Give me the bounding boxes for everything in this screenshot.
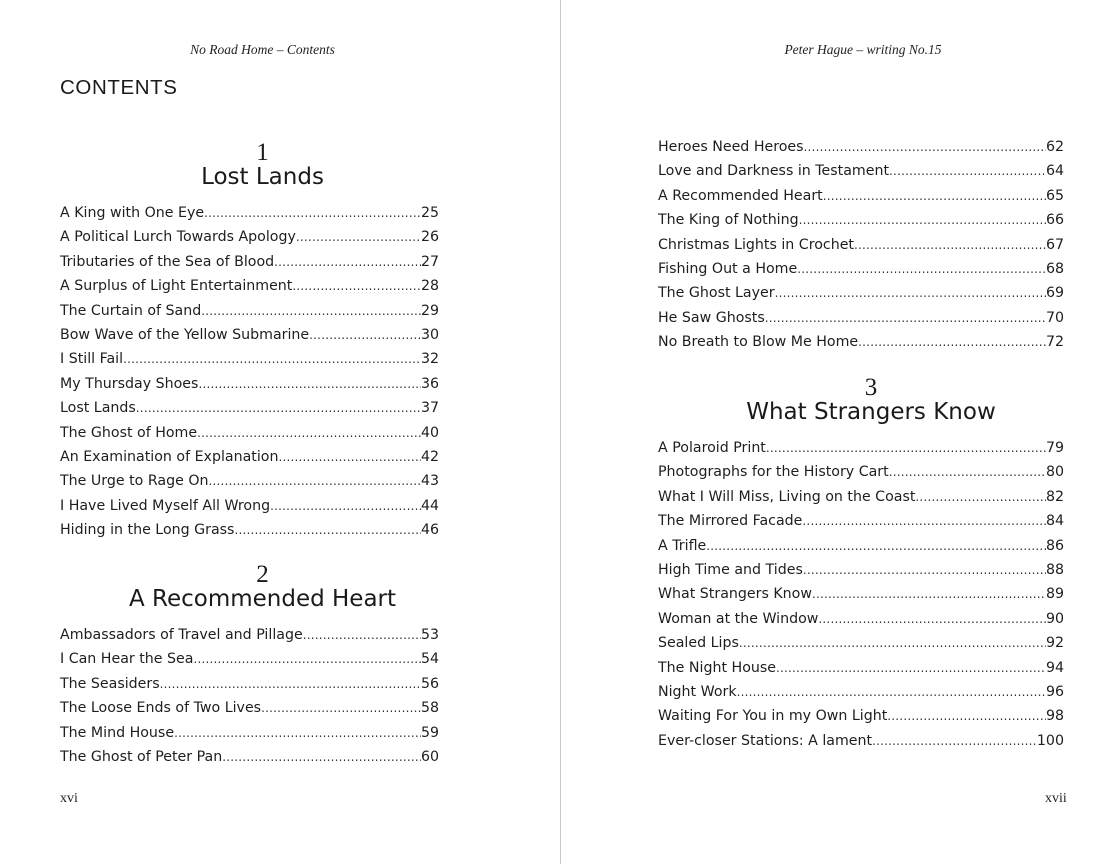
toc-entry[interactable] xyxy=(658,680,1064,704)
toc-entry-page: 84 xyxy=(1045,513,1064,530)
toc-entry[interactable] xyxy=(60,494,439,518)
toc-entry-title: Sealed Lips xyxy=(658,635,739,652)
toc-entry-page: 89 xyxy=(1045,586,1064,603)
toc-entry[interactable] xyxy=(658,208,1064,232)
toc-entry-title: The Ghost of Peter Pan xyxy=(60,748,223,765)
toc-entry-page: 44 xyxy=(420,497,439,514)
toc-entry-page: 67 xyxy=(1045,236,1064,253)
toc-entry[interactable] xyxy=(60,225,439,249)
toc-entry-page: 70 xyxy=(1045,309,1064,326)
toc-entry-page: 37 xyxy=(420,400,439,417)
toc-entry-title: Hiding in the Long Grass xyxy=(60,522,235,539)
toc-entry[interactable] xyxy=(60,201,439,225)
toc-list-part-3 xyxy=(658,436,1064,753)
toc-entry-page: 32 xyxy=(420,351,439,368)
toc-entry-title: A Polaroid Print xyxy=(658,440,766,456)
toc-entry[interactable] xyxy=(60,347,439,371)
toc-entry[interactable] xyxy=(658,436,1064,460)
part-title-2: A Recommended Heart xyxy=(128,586,397,612)
toc-entry[interactable] xyxy=(658,485,1064,509)
toc-entry-title: A King with One Eye xyxy=(60,205,205,221)
dot-leader xyxy=(222,745,421,769)
toc-entry-page: 25 xyxy=(420,205,439,221)
dot-leader xyxy=(799,208,1046,232)
toc-entry[interactable] xyxy=(658,582,1064,606)
dot-leader xyxy=(802,509,1046,533)
toc-entry-page: 53 xyxy=(420,627,439,643)
toc-entry[interactable] xyxy=(60,469,439,493)
toc-entry[interactable] xyxy=(658,135,1064,159)
toc-entry-title: Photographs for the History Cart xyxy=(658,464,889,481)
toc-entry[interactable] xyxy=(60,647,439,671)
toc-entry-title: What I Will Miss, Living on the Coast xyxy=(658,488,916,505)
toc-entry-page: 58 xyxy=(420,700,439,717)
toc-entry[interactable] xyxy=(60,250,439,274)
dot-leader xyxy=(197,421,421,445)
dot-leader xyxy=(296,225,421,249)
toc-entry-page: 90 xyxy=(1045,610,1064,627)
toc-entry-title: I Have Lived Myself All Wrong xyxy=(60,497,271,514)
toc-entry-page: 96 xyxy=(1045,683,1064,700)
part-number-1: 1 xyxy=(256,139,269,166)
toc-entry[interactable] xyxy=(658,534,1064,558)
dot-leader xyxy=(292,274,421,298)
running-head-right: Peter Hague – writing No.15 xyxy=(784,42,942,57)
page-number-left: xvi xyxy=(60,791,78,806)
part-number-3: 3 xyxy=(864,374,878,401)
toc-entry-title: High Time and Tides xyxy=(658,561,803,578)
toc-entry[interactable] xyxy=(658,233,1064,257)
toc-entry-title: Ambassadors of Travel and Pillage xyxy=(60,627,303,643)
toc-entry-page: 29 xyxy=(420,302,439,319)
toc-entry-title: The King of Nothing xyxy=(658,212,799,229)
dot-leader xyxy=(887,704,1046,728)
dot-leader xyxy=(234,518,420,542)
toc-entry-page: 27 xyxy=(420,253,439,270)
dot-leader xyxy=(776,656,1046,680)
toc-entry-page: 59 xyxy=(420,724,439,741)
toc-entry[interactable] xyxy=(60,396,439,420)
toc-entry-title: He Saw Ghosts xyxy=(658,309,765,326)
toc-entry-title: I Still Fail xyxy=(60,351,124,368)
running-head-left: No Road Home – Contents xyxy=(190,42,335,57)
toc-entry[interactable] xyxy=(658,184,1064,208)
dot-leader xyxy=(804,135,1046,159)
toc-entry[interactable] xyxy=(658,257,1064,281)
toc-entry-page: 40 xyxy=(420,424,439,441)
dot-leader xyxy=(889,159,1046,183)
toc-entry-title: Christmas Lights in Crochet xyxy=(658,236,854,253)
toc-entry-title: Woman at the Window xyxy=(658,610,819,627)
toc-list-part-1 xyxy=(60,201,439,542)
toc-entry-title: The Seasiders xyxy=(60,675,160,692)
part-number-2: 2 xyxy=(256,561,269,588)
dot-leader xyxy=(818,607,1046,631)
toc-entry-page: 86 xyxy=(1045,537,1064,554)
toc-entry-page: 36 xyxy=(420,375,439,392)
dot-leader xyxy=(803,558,1046,582)
dot-leader xyxy=(198,372,421,396)
toc-entry-title: The Night House xyxy=(658,659,776,676)
dot-leader xyxy=(193,647,420,671)
toc-entry-title: Bow Wave of the Yellow Submarine xyxy=(60,326,310,343)
toc-entry-page: 26 xyxy=(420,229,439,246)
dot-leader xyxy=(915,485,1046,509)
toc-entry-page: 79 xyxy=(1045,440,1064,456)
dot-leader xyxy=(204,201,421,225)
toc-entry-title: The Urge to Rage On xyxy=(60,473,209,490)
toc-entry-title: A Recommended Heart xyxy=(658,187,823,204)
toc-entry-page: 56 xyxy=(420,675,439,692)
toc-entry-page: 42 xyxy=(420,448,439,465)
toc-entry-page: 30 xyxy=(420,326,439,343)
part-title-3: What Strangers Know xyxy=(746,399,996,425)
dot-leader xyxy=(309,323,421,347)
toc-entry-page: 100 xyxy=(1036,732,1064,749)
dot-leader xyxy=(812,582,1046,606)
dot-leader xyxy=(765,306,1046,330)
contents-heading: CONTENTS xyxy=(60,76,178,99)
toc-entry[interactable] xyxy=(658,631,1064,655)
toc-list-part-2 xyxy=(60,623,439,769)
dot-leader xyxy=(706,534,1046,558)
toc-list-part-2-continued xyxy=(658,135,1064,355)
toc-entry-page: 60 xyxy=(420,748,439,765)
toc-entry[interactable] xyxy=(60,274,439,298)
toc-entry-title: The Mirrored Facade xyxy=(658,513,803,530)
toc-entry-title: An Examination of Explanation xyxy=(60,448,279,465)
toc-entry-page: 62 xyxy=(1045,139,1064,155)
dot-leader xyxy=(737,680,1046,704)
toc-entry-page: 43 xyxy=(420,473,439,490)
toc-entry-title: The Loose Ends of Two Lives xyxy=(60,700,262,717)
toc-entry-title: I Can Hear the Sea xyxy=(60,651,194,668)
toc-entry-page: 94 xyxy=(1045,659,1064,676)
toc-entry-title: A Political Lurch Towards Apology xyxy=(60,229,296,246)
toc-entry[interactable] xyxy=(658,656,1064,680)
toc-entry-title: The Ghost Layer xyxy=(658,285,775,302)
toc-entry-page: 88 xyxy=(1045,561,1064,578)
toc-entry-page: 66 xyxy=(1045,212,1064,229)
toc-entry-page: 69 xyxy=(1045,285,1064,302)
toc-entry-page: 82 xyxy=(1045,488,1064,505)
toc-entry-title: Tributaries of the Sea of Blood xyxy=(60,253,275,270)
right-page xyxy=(562,0,1119,864)
toc-entry[interactable] xyxy=(60,672,439,696)
dot-leader xyxy=(136,396,421,420)
dot-leader xyxy=(858,330,1046,354)
toc-entry[interactable] xyxy=(658,558,1064,582)
toc-entry[interactable] xyxy=(60,696,439,720)
toc-entry-page: 72 xyxy=(1045,334,1064,351)
toc-entry-page: 54 xyxy=(420,651,439,668)
dot-leader xyxy=(160,672,421,696)
toc-entry-page: 64 xyxy=(1045,163,1064,180)
dot-leader xyxy=(209,469,421,493)
toc-entry-title: My Thursday Shoes xyxy=(60,375,199,392)
toc-entry-title: Night Work xyxy=(658,683,737,700)
toc-entry[interactable] xyxy=(658,704,1064,728)
dot-leader xyxy=(261,696,421,720)
toc-entry-page: 46 xyxy=(420,522,439,539)
toc-entry[interactable] xyxy=(658,281,1064,305)
dot-leader xyxy=(889,460,1046,484)
dot-leader xyxy=(872,729,1037,753)
toc-entry[interactable] xyxy=(60,421,439,445)
toc-entry-title: Heroes Need Heroes xyxy=(658,139,804,155)
toc-entry-title: The Curtain of Sand xyxy=(60,302,202,319)
dot-leader xyxy=(797,257,1046,281)
dot-leader xyxy=(201,299,421,323)
toc-entry-page: 65 xyxy=(1045,187,1064,204)
toc-entry-title: Ever-closer Stations: A lament xyxy=(658,732,873,749)
toc-entry[interactable] xyxy=(60,445,439,469)
dot-leader xyxy=(823,184,1046,208)
toc-entry[interactable] xyxy=(60,372,439,396)
toc-entry[interactable] xyxy=(658,729,1064,753)
toc-entry[interactable] xyxy=(658,330,1064,354)
dot-leader xyxy=(174,721,421,745)
dot-leader xyxy=(303,623,421,647)
dot-leader xyxy=(739,631,1046,655)
toc-entry[interactable] xyxy=(658,306,1064,330)
dot-leader xyxy=(775,281,1046,305)
toc-entry-page: 98 xyxy=(1045,708,1064,725)
page-gutter-divider xyxy=(560,0,561,864)
toc-entry-title: Fishing Out a Home xyxy=(658,260,798,277)
toc-entry[interactable] xyxy=(658,159,1064,183)
toc-entry-title: A Surplus of Light Entertainment xyxy=(60,278,293,295)
dot-leader xyxy=(123,347,421,371)
toc-entry-title: The Ghost of Home xyxy=(60,424,198,441)
part-title-1: Lost Lands xyxy=(201,164,324,190)
toc-entry[interactable] xyxy=(658,509,1064,533)
dot-leader xyxy=(270,494,421,518)
page-number-right: xvii xyxy=(1045,791,1067,806)
toc-entry[interactable] xyxy=(60,518,439,542)
toc-entry[interactable] xyxy=(60,745,439,769)
toc-entry-page: 80 xyxy=(1045,464,1064,481)
dot-leader xyxy=(278,445,420,469)
toc-entry[interactable] xyxy=(60,721,439,745)
toc-entry[interactable] xyxy=(658,607,1064,631)
toc-entry-page: 28 xyxy=(420,278,439,295)
toc-entry[interactable] xyxy=(60,299,439,323)
dot-leader xyxy=(274,250,421,274)
toc-entry-title: Waiting For You in my Own Light xyxy=(658,708,888,725)
toc-entry-title: The Mind House xyxy=(60,724,175,741)
dot-leader xyxy=(766,436,1046,460)
toc-entry[interactable] xyxy=(60,623,439,647)
toc-entry-title: A Trifle xyxy=(658,537,707,554)
toc-entry-page: 68 xyxy=(1045,260,1064,277)
toc-entry[interactable] xyxy=(658,460,1064,484)
toc-entry[interactable] xyxy=(60,323,439,347)
toc-entry-title: No Breath to Blow Me Home xyxy=(658,334,859,351)
toc-entry-page: 92 xyxy=(1045,635,1064,652)
dot-leader xyxy=(854,233,1046,257)
toc-entry-title: Lost Lands xyxy=(60,400,136,417)
toc-entry-title: What Strangers Know xyxy=(658,586,812,603)
toc-entry-title: Love and Darkness in Testament xyxy=(658,163,890,180)
